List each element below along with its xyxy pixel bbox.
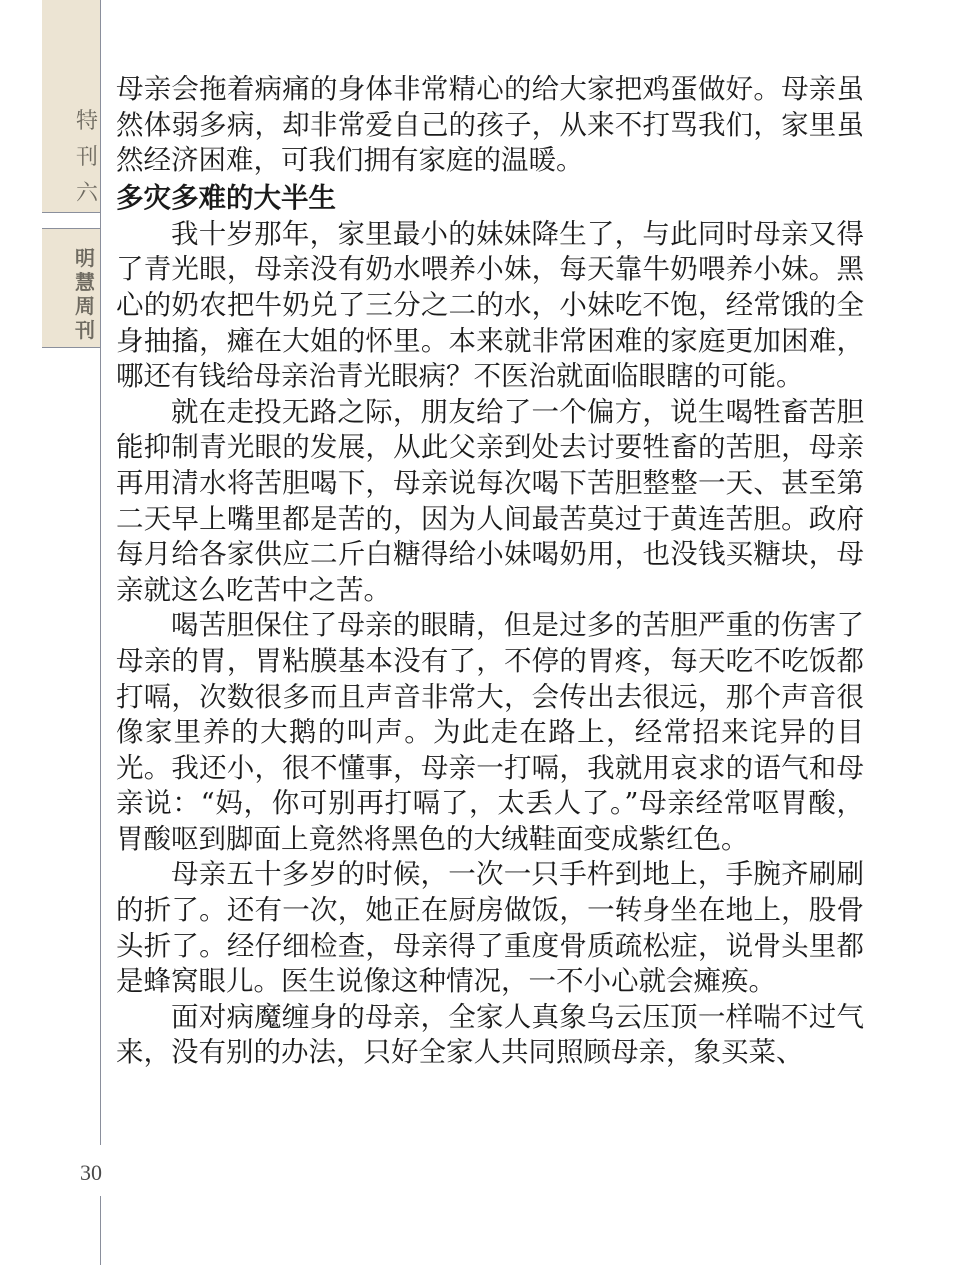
margin-rule-lower <box>100 1196 101 1265</box>
brand-char: 慧 <box>75 270 95 294</box>
paragraph: 母亲会拖着病痛的身体非常精心的给大家把鸡蛋做好。母亲虽然体弱多病，却非常爱自己的孩子，从来不打骂我们，家里虽然经济困难，可我们拥有家庭的温暖。 <box>116 73 864 177</box>
paragraph: 喝苦胆保住了母亲的眼睛，但是过多的苦胆严重的伤害了母亲的胃，胃粘膜基本没有了，不停的胃疼，每天吃不吃饭都打嗝，次数很多而且声音非常大，会传出去很远，那个声音很像家里养的大鹅的叫声。为此走在路上，经常招来诧异的目光。我还小，很不懂事，母亲一打嗝，我就用哀求的语气和母亲说：“妈，你可别再打嗝了，太丢人了。”母亲经常呕胃酸，胃酸呕到脚面上竟然将黑色的大绒鞋面变成紫红色。 <box>116 609 864 855</box>
section-char: 刊 <box>75 145 98 170</box>
section-char: 特 <box>75 109 98 134</box>
paragraph: 母亲五十多岁的时候，一次一只手杵到地上，手腕齐刷刷的折了。还有一次，她正在厨房做饭，一转身坐在地上，股骨头折了。经仔细检查，母亲得了重度骨质疏松症，说骨头里都是蜂窝眼儿。医生说像这种情况，一不小心就会瘫痪。 <box>116 858 864 998</box>
section-label <box>72 108 102 208</box>
paragraph: 就在走投无路之际，朋友给了一个偏方，说生喝牲畜苦胆能抑制青光眼的发展，从此父亲到处去讨要牲畜的苦胆，母亲再用清水将苦胆喝下，母亲说每次喝下苦胆整整一天、甚至第二天早上嘴里都是苦的，因为人间最苦莫过于黄连苦胆。政府每月给各家供应二斤白糖得给小妹喝奶用，也没钱买糖块，母亲就这么吃苦中之苦。 <box>116 395 864 606</box>
section-char: 六 <box>75 181 98 206</box>
brand-label <box>68 246 102 342</box>
paragraph: 面对病魔缠身的母亲，全家人真象乌云压顶一样喘不过气来，没有别的办法，只好全家人共同照顾母亲，象买菜、 <box>116 1000 864 1069</box>
article-body <box>116 72 864 1071</box>
section-heading: 多灾多难的大半生 <box>116 181 336 214</box>
page-number: 30 <box>80 1160 102 1185</box>
brand-char: 周 <box>75 294 95 318</box>
paragraph: 我十岁那年，家里最小的妹妹降生了，与此同时母亲又得了青光眼，母亲没有奶水喂养小妹，每天靠牛奶喂养小妹。黑心的奶农把牛奶兑了三分之二的水，小妹吃不饱，经常饿的全身抽搐，瘫在大姐的怀里。本来就非常困难的家庭更加困难，哪还有钱给母亲治青光眼病？不医治就面临眼瞎的可能。 <box>116 217 864 393</box>
brand-char: 明 <box>75 246 95 270</box>
brand-char: 刊 <box>75 318 95 342</box>
